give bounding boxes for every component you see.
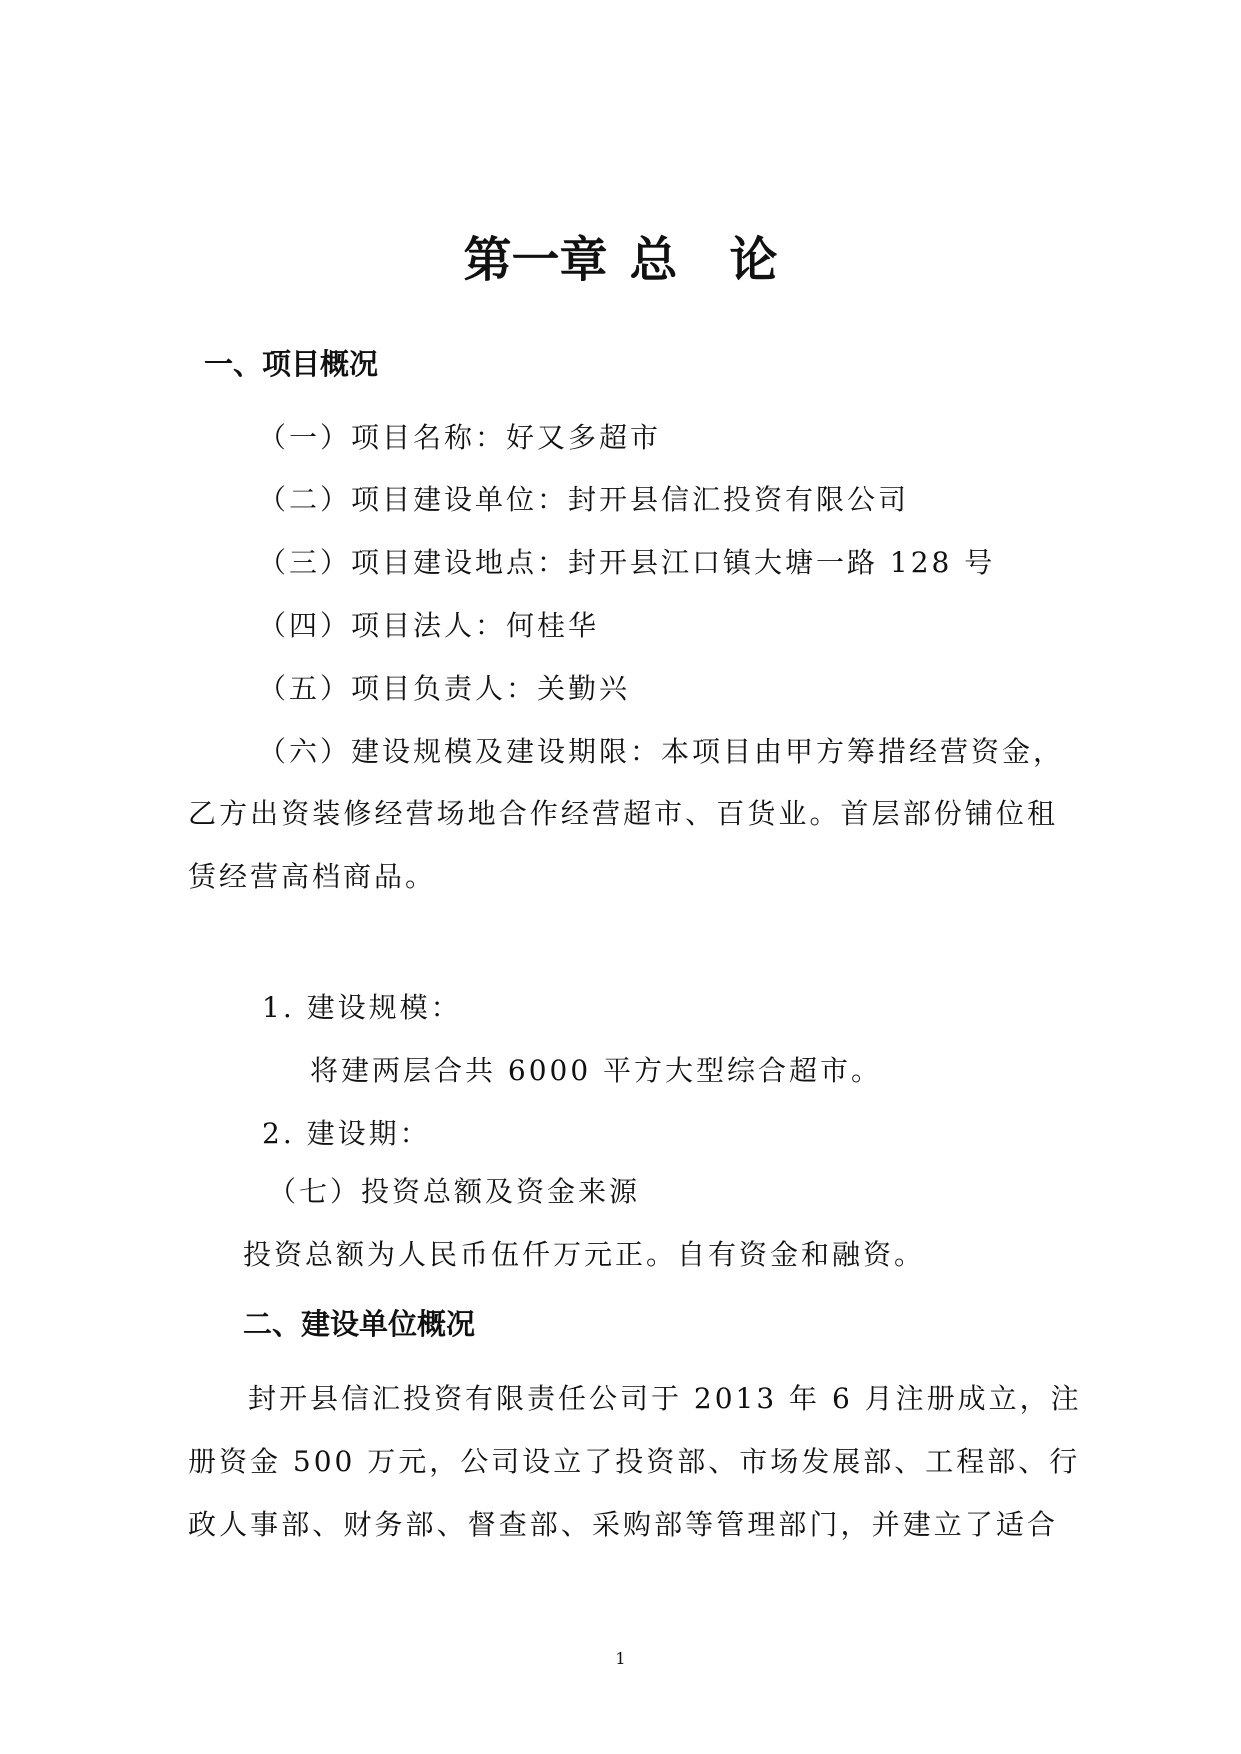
scale-label: 1. 建设规模： [262,991,462,1024]
unit-overview-line-3: 政人事部、财务部、督查部、采购部等管理部门，并建立了适合 [188,1508,1058,1541]
item-investment: （七）投资总额及资金来源 [268,1175,641,1208]
item-construction-site: （三）项目建设地点：封开县江口镇大塘一路 128 号 [258,546,996,579]
unit-overview-line-1: 封开县信汇投资有限责任公司于 2013 年 6 月注册成立，注 [248,1382,1082,1415]
chapter-title-word2: 论 [729,232,778,288]
item-project-manager: （五）项目负责人：关勤兴 [258,672,631,705]
item-legal-person: （四）项目法人：何桂华 [258,609,600,642]
item-construction-unit: （二）项目建设单位：封开县信汇投资有限公司 [258,483,910,516]
item-scale-period-line-1: （六）建设规模及建设期限：本项目由甲方筹措经营资金， [258,735,1065,768]
investment-text: 投资总额为人民币伍仟万元正。自有资金和融资。 [243,1238,926,1271]
section-heading-unit-overview: 二、建设单位概况 [243,1307,476,1341]
item-project-name: （一）项目名称：好又多超市 [258,421,662,454]
chapter-title-word1: 总 [629,232,678,288]
unit-overview-line-2: 册资金 500 万元，公司设立了投资部、市场发展部、工程部、行 [188,1445,1081,1478]
chapter-title-number: 第一章 [463,232,608,288]
scale-text: 将建两层合共 6000 平方大型综合超市。 [310,1054,883,1087]
section-heading-project-overview: 一、项目概况 [204,347,379,381]
period-label: 2. 建设期： [262,1117,431,1150]
page-number: 1 [615,1649,626,1668]
item-scale-period-line-2: 乙方出资装修经营场地合作经营超市、百货业。首层部份铺位租 [188,797,1058,830]
chapter-title [0,232,1241,288]
item-scale-period-line-3: 赁经营高档商品。 [188,860,437,893]
